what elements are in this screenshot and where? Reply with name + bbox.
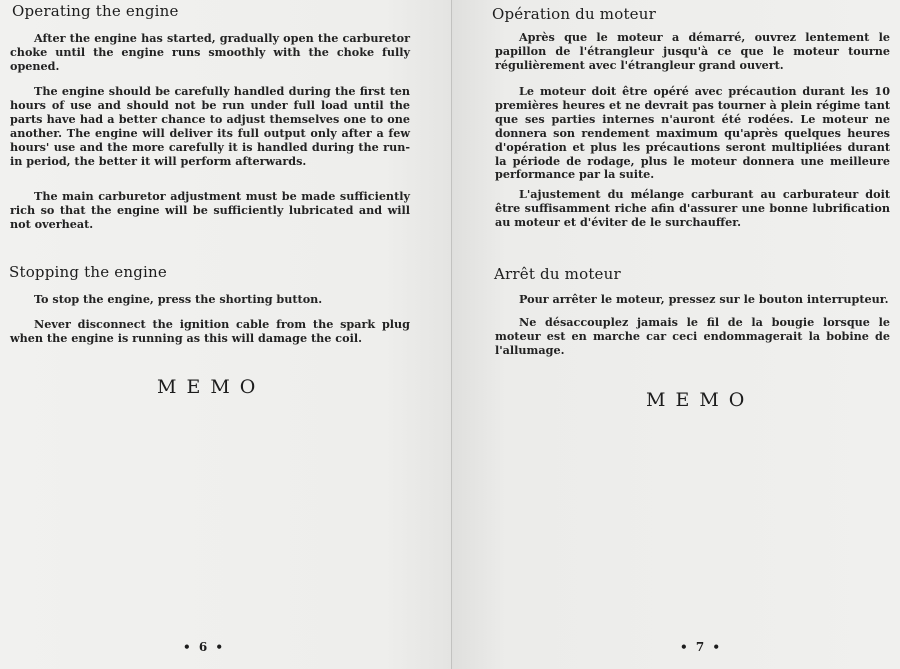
heading-operation-du-moteur: Opération du moteur: [492, 5, 656, 23]
page-number-6: • 6 •: [183, 640, 226, 654]
paragraph-operating-2: The engine should be carefully handled during the first ten hours of use and should not be run under full load until the parts have had a better chance to adjust themselves one to one another. The engine will deliver its full output only after a few hours' use and the more carefully it is handled during the run-in period, the better it will perform afterwards.: [10, 84, 410, 168]
page-number-7: • 7 •: [680, 640, 723, 654]
paragraph-operation-2: Le moteur doit être opéré avec précaution durant les 10 premières heures et ne devrait pas tourner à plein régime tant que ses parties internes n'auront été rodées. Le moteur ne donnera son rendement maximum qu'après quelques heures d'opération et plus les précautions seront multipliées durant la période de rodage, plus le moteur donnera une meilleure performance par la suite.: [495, 84, 890, 182]
paragraph-arret-1: Pour arrêter le moteur, pressez sur le bouton interrupteur.: [519, 292, 889, 306]
paragraph-operation-3: L'ajustement du mélange carburant au carburateur doit être suffisamment riche afin d'assurer une bonne lubrification au moteur et d'éviter de le surchauffer.: [495, 187, 890, 229]
paragraph-operating-3: The main carburetor adjustment must be made sufficiently rich so that the engine will be sufficiently lubricated and will not overheat.: [10, 189, 410, 231]
paragraph-operating-1: After the engine has started, gradually open the carburetor choke until the engine runs smoothly with the choke fully opened.: [10, 31, 410, 73]
paragraph-arret-2: Ne désaccouplez jamais le fil de la bougie lorsque le moteur est en marche car ceci endommagerait la bobine de l'allumage.: [495, 315, 890, 357]
paragraph-operation-1: Après que le moteur a démarré, ouvrez lentement le papillon de l'étrangleur jusqu'à ce que le moteur tourne régulièrement avec l'étrangleur grand ouvert.: [495, 30, 890, 72]
memo-label: MEMO: [157, 376, 266, 398]
paragraph-stopping-2: Never disconnect the ignition cable from the spark plug when the engine is running as this will damage the coil.: [10, 317, 410, 345]
right-page: [452, 0, 900, 669]
heading-stopping-the-engine: Stopping the engine: [9, 263, 167, 281]
heading-operating-the-engine: Operating the engine: [12, 2, 179, 20]
heading-arret-du-moteur: Arrêt du moteur: [494, 265, 621, 283]
memo-label: MEMO: [646, 389, 755, 411]
paragraph-stopping-1: To stop the engine, press the shorting button.: [34, 292, 323, 306]
